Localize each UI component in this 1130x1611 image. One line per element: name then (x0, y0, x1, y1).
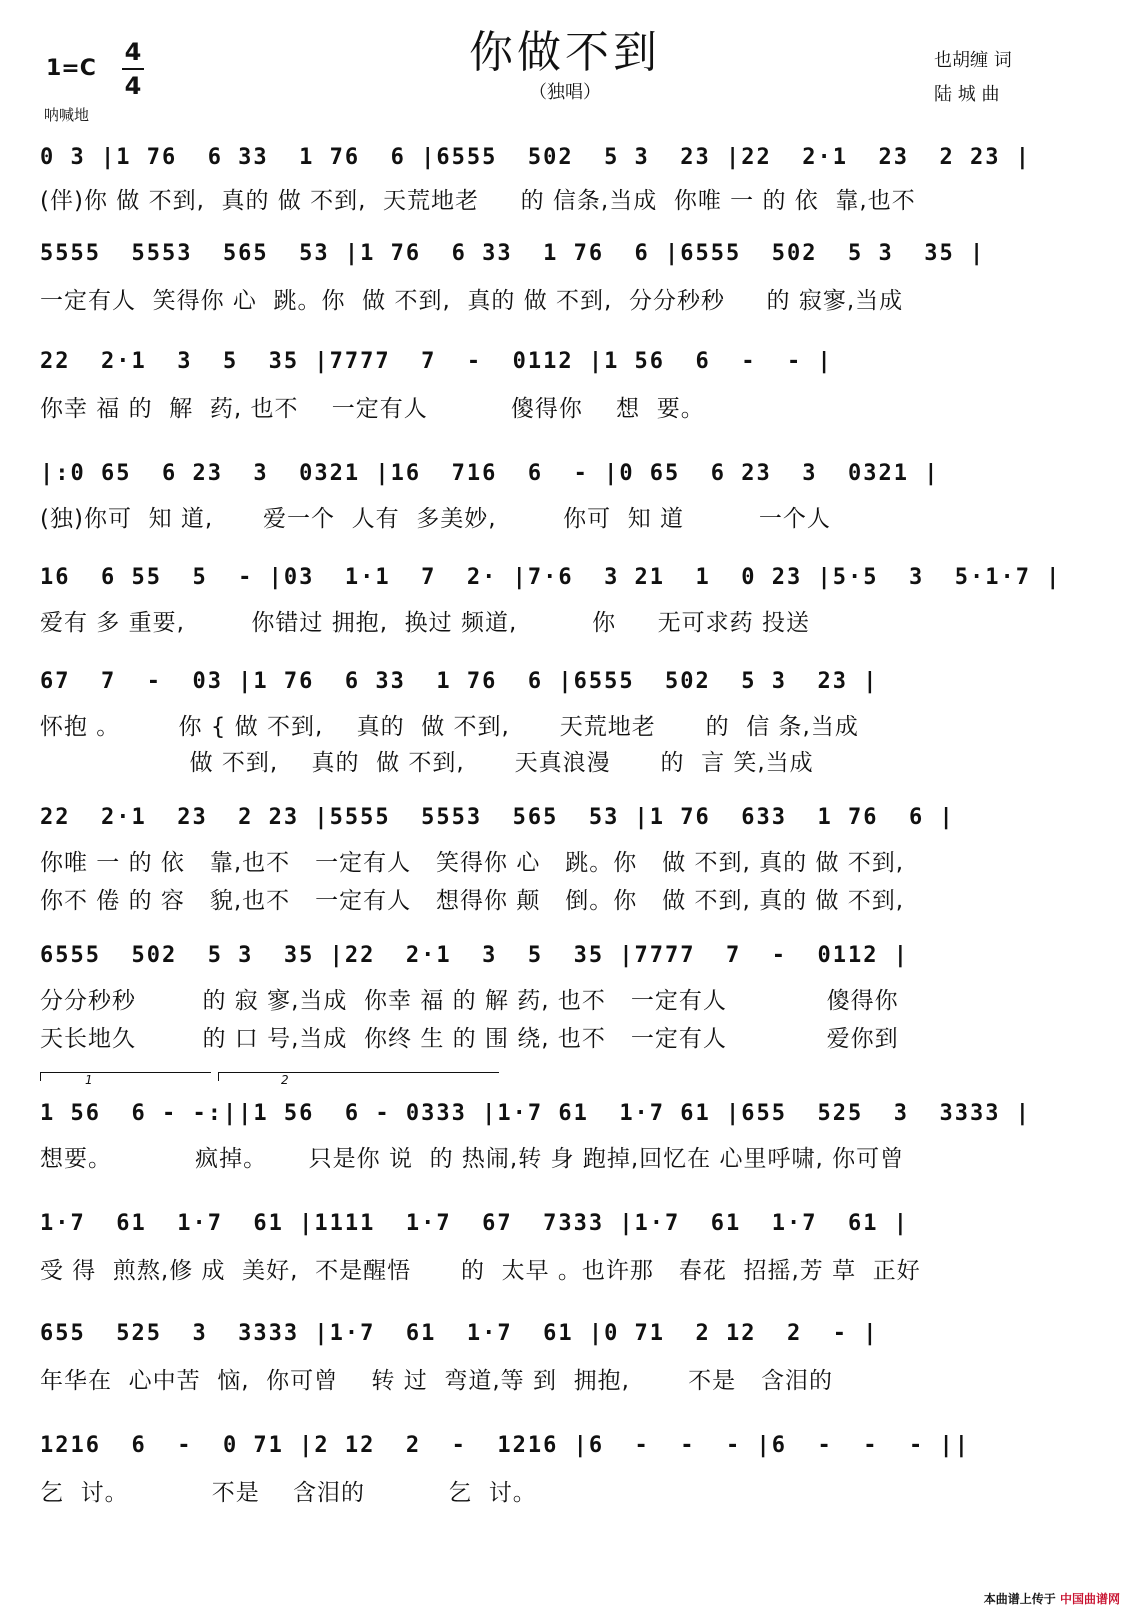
lyric-line: 年华在 心中苦 恼, 你可曾 转 过 弯道,等 到 拥抱, 不是 含泪的 (40, 1368, 834, 1394)
page-title: 你做不到 (469, 27, 661, 78)
lyric-line: 怀抱 。 你 { 做 不到, 真的 做 不到, 天荒地老 的 信 条,当成 (40, 714, 859, 740)
lyric-line: 你幸 福 的 解 药, 也不 一定有人 傻得你 想 要。 (40, 396, 705, 422)
notation-line: |:0 65 6 23 3 0321 |16 716 6 - |0 65 6 23 3 0321 | (40, 461, 940, 486)
footer (984, 1590, 1120, 1607)
key-signature: 1=C (46, 56, 96, 81)
notation-line: 1·7 61 1·7 61 |1111 1·7 67 7333 |1·7 61 1·7 61 | (40, 1211, 909, 1236)
site-logo[interactable]: 中国曲谱网 (1059, 1592, 1120, 1606)
composer: 陆 城 曲 (934, 84, 1000, 105)
lyric-line-verse-2: 天长地久 的 口 号,当成 你终 生 的 围 绕, 也不 一定有人 爱你到 (40, 1026, 899, 1052)
notation-line: 1216 6 - 0 71 |2 12 2 - 1216 |6 - - - |6 - - - || (40, 1433, 970, 1458)
lyric-line: 爱有 多 重要, 你错过 拥抱, 换过 频道, 你 无可求药 投送 (40, 610, 810, 636)
notation-line: 67 7 - 03 |1 76 6 33 1 76 6 |6555 502 5 3 23 | (40, 669, 879, 694)
lyric-line: 分分秒秒 的 寂 寥,当成 你幸 福 的 解 药, 也不 一定有人 傻得你 (40, 988, 899, 1014)
lyric-line: (伴)你 做 不到, 真的 做 不到, 天荒地老 的 信条,当成 你唯 一 的 依 靠,也不 (40, 188, 916, 214)
lyric-line: (独)你可 知 道, 爱一个 人有 多美妙, 你可 知 道 一个人 (40, 506, 831, 532)
lyric-line: 受 得 煎熬,修 成 美好, 不是醒悟 的 太早 。也许那 春花 招摇,芳 草 正好 (40, 1258, 921, 1284)
notation-line: 22 2·1 23 2 23 |5555 5553 565 53 |1 76 633 1 76 6 | (40, 805, 955, 830)
tempo-marking: 呐喊地 (44, 106, 90, 124)
lyric-line-verse-2: 你不 倦 的 容 貌,也不 一定有人 想得你 颠 倒。你 做 不到, 真的 做 不到, (40, 888, 905, 914)
lyric-line: 乞 讨。 不是 含泪的 乞 讨。 (40, 1480, 537, 1506)
subtitle: （独唱） (529, 82, 601, 103)
notation-line: 6555 502 5 3 35 |22 2·1 3 5 35 |7777 7 - 0112 | (40, 943, 909, 968)
time-signature (122, 36, 144, 102)
meter-bottom: 4 (124, 72, 142, 100)
lyric-line-verse-2: 做 不到, 真的 做 不到, 天真浪漫 的 言 笑,当成 (40, 750, 814, 776)
lyric-line: 想要。 疯掉。 只是你 说 的 热闹,转 身 跑掉,回忆在 心里呼啸, 你可曾 (40, 1146, 905, 1172)
notation-line: 1 56 6 - -:||1 56 6 - 0333 |1·7 61 1·7 61 |655 525 3 3333 | (40, 1101, 1031, 1126)
volta-second-ending (218, 1072, 499, 1087)
meter-divider (122, 68, 144, 70)
lyricist: 也胡缠 词 (934, 50, 1012, 71)
notation-line: 16 6 55 5 - |03 1·1 7 2· |7·6 3 21 1 0 23 |5·5 3 5·1·7 | (40, 565, 1062, 590)
meter-top: 4 (124, 38, 142, 66)
notation-line: 22 2·1 3 5 35 |7777 7 - 0112 |1 56 6 - - | (40, 349, 833, 374)
notation-line: 5555 5553 565 53 |1 76 6 33 1 76 6 |6555 502 5 3 35 | (40, 241, 986, 266)
credits (934, 44, 1012, 112)
volta-first-ending (40, 1072, 211, 1087)
lyric-line: 你唯 一 的 依 靠,也不 一定有人 笑得你 心 跳。你 做 不到, 真的 做 不到, (40, 850, 905, 876)
volta-first-label: 1 (85, 1073, 93, 1087)
lyric-line: 一定有人 笑得你 心 跳。你 做 不到, 真的 做 不到, 分分秒秒 的 寂寥,当成 (40, 288, 904, 314)
footer-text: 本曲谱上传于 (983, 1592, 1056, 1606)
notation-line: 0 3 |1 76 6 33 1 76 6 |6555 502 5 3 23 |22 2·1 23 2 23 | (40, 145, 1031, 170)
volta-second-label: 2 (281, 1073, 289, 1087)
notation-line: 655 525 3 3333 |1·7 61 1·7 61 |0 71 2 12 2 - | (40, 1321, 879, 1346)
